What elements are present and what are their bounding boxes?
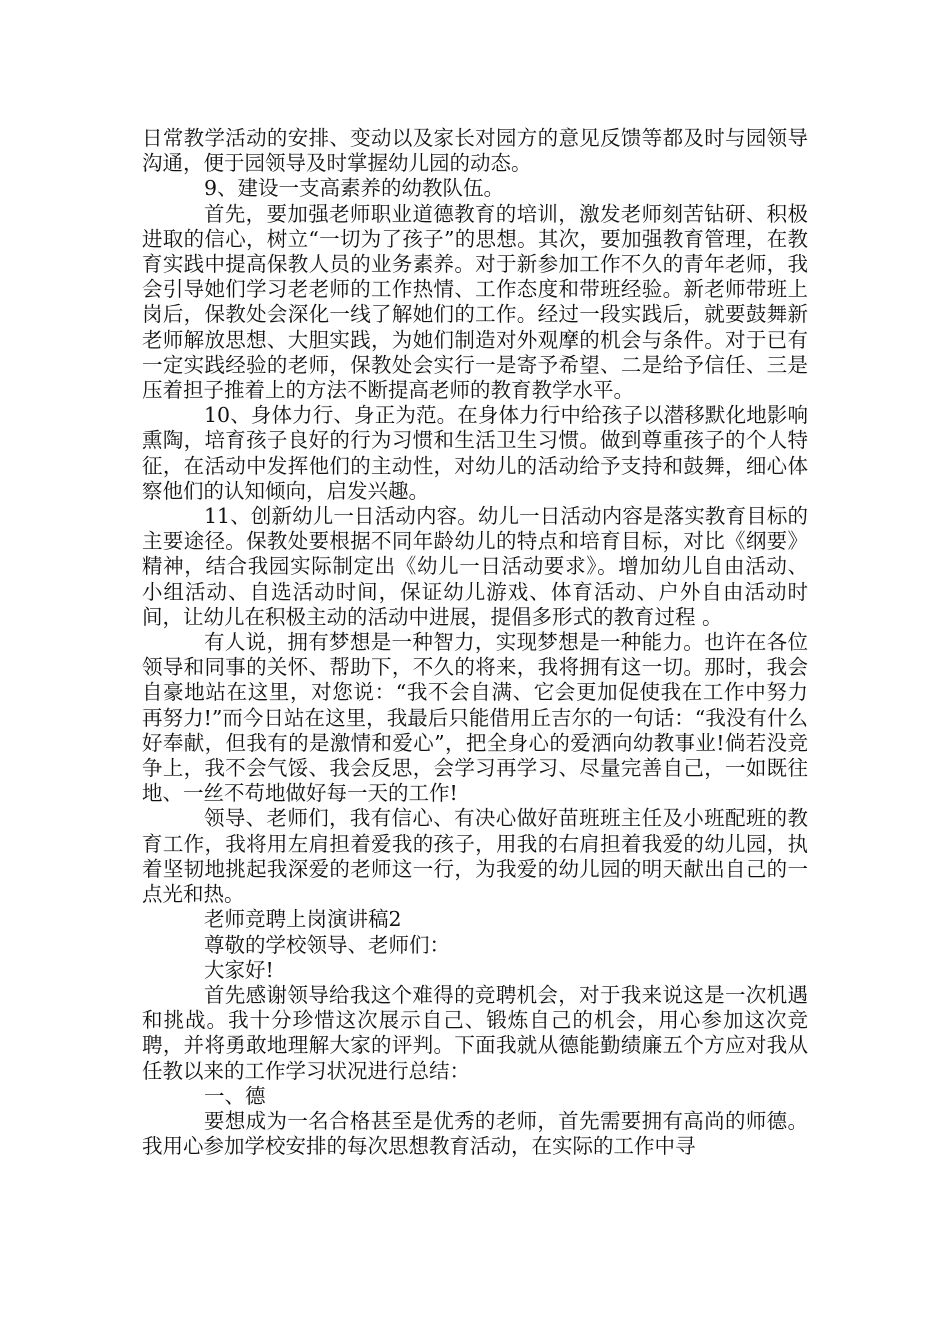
paragraph: 首先感谢领导给我这个难得的竞聘机会，对于我来说这是一次机遇和挑战。我十分珍惜这次展示自己、锻炼自己的机会，用心参加这次竞聘，并将勇敢地理解大家的评判。下面我就从德能勤绩廉五个方应对我从任教以来的工作学习状况进行总结： xyxy=(142,982,808,1083)
paragraph: 老师竞聘上岗演讲稿2 xyxy=(204,907,402,932)
paragraph: 领导、老师们，我有信心、有决心做好苗班班主任及小班配班的教育工作，我将用左肩担着爱我的孩子，用我的右肩担着我爱的幼儿园，执着坚韧地挑起我深爱的老师这一行，为我爱的幼儿园的明天献出自己的一点光和热。 xyxy=(142,806,808,907)
paragraph: 大家好! xyxy=(204,957,274,982)
paragraph: 首先，要加强老师职业道德教育的培训，激发老师刻苦钻研、积极进取的信心，树立“一切为了孩子”的思想。其次，要加强教育管理，在教育实践中提高保教人员的业务素养。对于新参加工作不久的青年老师，我会引导她们学习老老师的工作热情、工作态度和带班经验。新老师带班上岗后，保教处会深化一线了解她们的工作。经过一段实践后，就要鼓舞新老师解放思想、大胆实践，为她们制造对外观摩的机会与条件。对于已有一定实践经验的老师，保教处会实行一是寄予希望、二是给予信任、三是压着担子推着上的方法不断提高老师的教育教学水平。 xyxy=(142,201,808,403)
paragraph: 尊敬的学校领导、老师们： xyxy=(204,932,450,957)
paragraph: 有人说，拥有梦想是一种智力，实现梦想是一种能力。也许在各位领导和同事的关怀、帮助下，不久的将来，我将拥有这一切。那时，我会自豪地站在这里，对您说：“我不会自满、它会更加促使我在工作中努力再努力!”而今日站在这里，我最后只能借用丘吉尔的一句话：“我没有什么好奉献，但我有的是激情和爱心”，把全身心的爱洒向幼教事业!倘若没竞争上，我不会气馁、我会反思，会学习再学习、尽量完善自己，一如既往地、一丝不苟地做好每一天的工作! xyxy=(142,630,808,806)
paragraph: 9、建设一支高素养的幼教队伍。 xyxy=(204,176,505,201)
document-body xyxy=(142,126,808,1159)
paragraph: 一、德 xyxy=(204,1083,266,1108)
paragraph: 10、身体力行、身正为范。在身体力行中给孩子以潜移默化地影响熏陶，培育孩子良好的行为习惯和生活卫生习惯。做到尊重孩子的个人特征，在活动中发挥他们的主动性，对幼儿的活动给予支持和鼓舞，细心体察他们的认知倾向，启发兴趣。 xyxy=(142,403,808,503)
paragraph: 要想成为一名合格甚至是优秀的老师，首先需要拥有高尚的师德。我用心参加学校安排的每次思想教育活动，在实际的工作中寻 xyxy=(142,1108,808,1159)
paragraph: 11、创新幼儿一日活动内容。幼儿一日活动内容是落实教育目标的主要途径。保教处要根据不同年龄幼儿的特点和培育目标，对比《纲要》精神，结合我园实际制定出《幼儿一日活动要求》。增加幼儿自由活动、小组活动、自选活动时间，保证幼儿游戏、体育活动、户外自由活动时间，让幼儿在积极主动的活动中进展，提倡多形式的教育过程 。 xyxy=(142,504,808,629)
paragraph: 日常教学活动的安排、变动以及家长对园方的意见反馈等都及时与园领导沟通，便于园领导及时掌握幼儿园的动态。 xyxy=(142,126,808,176)
